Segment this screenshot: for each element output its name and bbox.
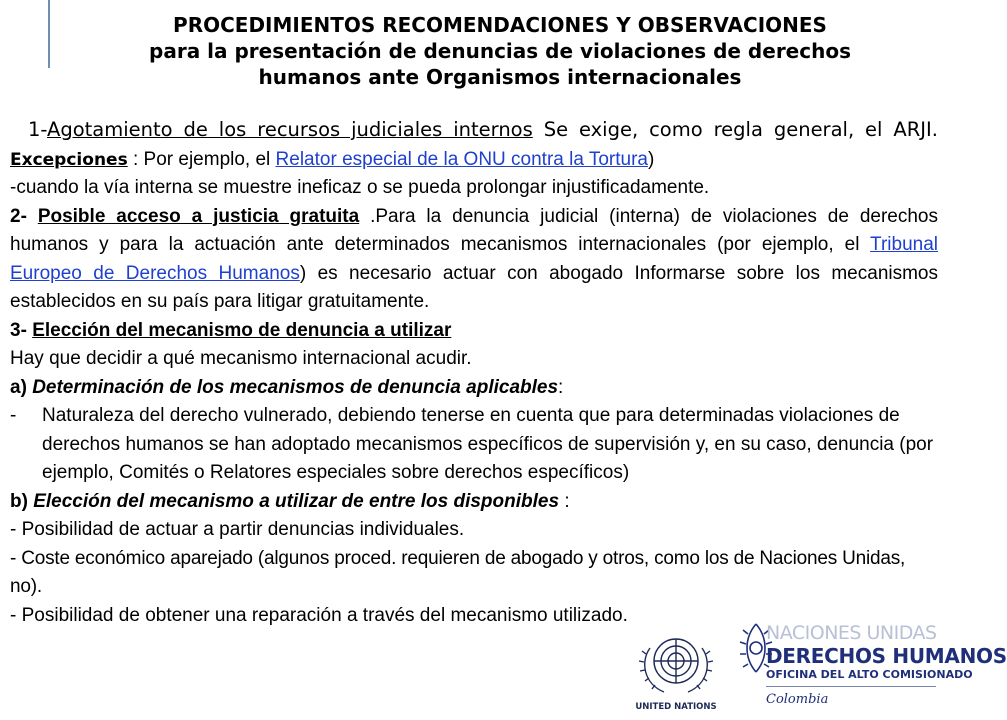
bullet-dash: - — [10, 405, 17, 426]
section-2-heading: Posible acceso a justicia gratuita — [37, 205, 360, 227]
title-line-1: PROCEDIMIENTOS RECOMENDACIONES Y OBSERVACIONES — [173, 13, 827, 37]
ohchr-subtitle: OFICINA DEL ALTO COMISIONADO — [766, 668, 973, 681]
relator-link[interactable]: Relator especial de la ONU contra la Tortura — [275, 148, 648, 170]
exceptions-label: Excepciones — [10, 149, 128, 170]
section-3-number: 3- — [10, 319, 33, 341]
ohchr-title-1: NACIONES UNIDAS — [766, 622, 937, 644]
subsection-a-item-text: Naturaleza del derecho vulnerado, debiendo tenerse en cuenta que para determinadas violaciones de derechos humanos se han adoptado mecanismos específicos de supervisión y, en su caso, denuncia (por ejemplo, Comités o Relatores especiales sobre derechos específicos) — [42, 405, 934, 483]
section-1 — [10, 116, 938, 174]
section-3-heading: Elección del mecanismo de denuncia a utilizar — [32, 319, 452, 341]
section-1-number: 1- — [28, 118, 48, 141]
un-emblem-icon — [630, 628, 722, 700]
subsection-b-item-2: - Coste económico aparejado (algunos proced. requieren de abogado y otros, como los de Naciones Unidas, no). — [10, 547, 906, 597]
section-1-text-2: : Por ejemplo, el — [127, 148, 276, 170]
decorative-vertical-line — [48, 0, 50, 68]
subsection-a-title: Determinación de los mecanismos de denuncia aplicables — [32, 376, 559, 398]
section-2-number: 2- — [10, 205, 38, 227]
subsection-b-colon: : — [559, 490, 570, 512]
page-title — [60, 12, 940, 90]
subsection-b-item-1: - Posibilidad de actuar a partir denuncias individuales. — [10, 519, 465, 540]
ohchr-country: Colombia — [766, 692, 829, 707]
subsection-b-title: Elección del mecanismo a utilizar de entre los disponibles — [33, 490, 560, 512]
subsection-b-item-3: - Posibilidad de obtener una reparación a través del mecanismo utilizado. — [10, 604, 628, 626]
section-3-heading-line — [10, 317, 938, 346]
section-1-text: Se exige, como regla general, el ARJI. — [532, 118, 938, 141]
title-line-3: humanos ante Organismos internacionales — [258, 65, 742, 89]
subsection-a-heading — [10, 374, 938, 403]
main-content — [10, 116, 938, 630]
ohchr-divider — [766, 686, 936, 687]
section-1-text-3: ) — [648, 148, 655, 170]
section-2-text: .Para la denuncia judicial (interna) de violaciones de derechos humanos y para la actuación ante determinados mecanismos internacionales (por ejemplo, el — [10, 205, 938, 255]
tribunal-link[interactable]: Tribunal Europeo de Derechos Humanos — [10, 234, 938, 284]
subsection-b-label: b) — [10, 490, 34, 512]
section-1-line-2: -cuando la vía interna se muestre ineficaz o se pueda prolongar injustificadamente. — [10, 177, 710, 198]
subsection-a-item — [10, 402, 938, 488]
section-2 — [10, 203, 938, 317]
subsection-a-label: a) — [10, 376, 33, 398]
section-1-heading: Agotamiento de los recursos judiciales internos — [47, 118, 533, 141]
section-2-text-2: ) es necesario actuar con abogado Informarse sobre los mecanismos establecidos en su país para litigar gratuitamente. — [10, 262, 938, 312]
title-line-2: para la presentación de denuncias de violaciones de derechos — [149, 39, 851, 63]
subsection-a-colon: : — [558, 376, 564, 398]
un-label: UNITED NATIONS — [635, 702, 717, 712]
subsection-b-heading — [10, 488, 938, 517]
section-3-intro: Hay que decidir a qué mecanismo internacional acudir. — [10, 348, 472, 369]
ohchr-title-2: DERECHOS HUMANOS — [766, 644, 1007, 668]
